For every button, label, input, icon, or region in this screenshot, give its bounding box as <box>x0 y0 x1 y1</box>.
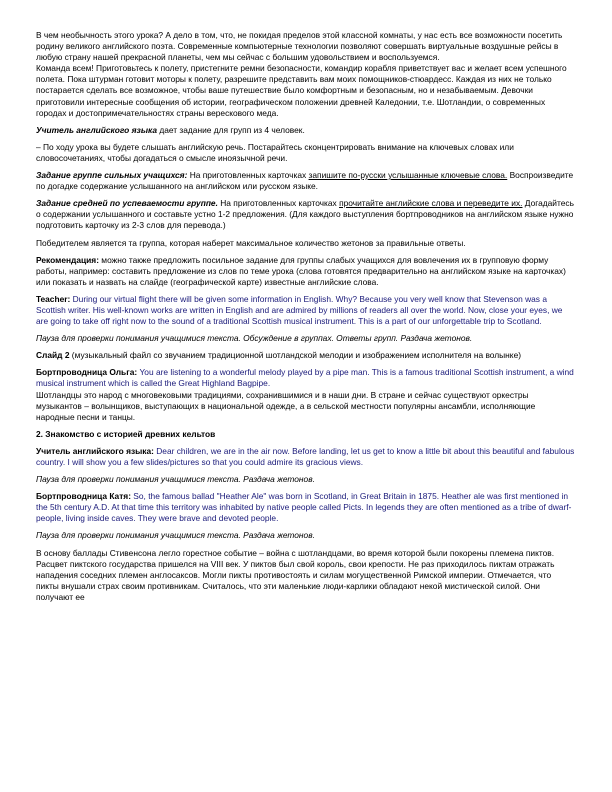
teacher-label-2: Учитель английского языка: <box>36 445 154 456</box>
section-heading-celts: 2. Знакомство с историей древних кельтов <box>36 428 216 439</box>
pause-note-2: Пауза для проверки понимания учащимися текста. Раздача жетонов. <box>36 474 315 485</box>
intro-paragraph: В чем необычность этого урока? А дело в том, что, не покидая пределов этой классной комнаты, у нас есть все возможности посетить родину великого английского поэта. Современные компьютерные технологии позволяют совершать виртуальные воздушные рейсы в любую страну нашей прекрасной планеты, чем мы сейчас с большим удовольствием и воспользуемся. <box>36 30 563 63</box>
middle-group-label: Задание средней по успеваемости группе. <box>36 198 218 209</box>
teacher-task-paragraph: Учитель английского языка дает задание для групп из 4 человек. <box>36 124 305 135</box>
teacher-en-label: Teacher: <box>36 293 71 304</box>
flight-command-paragraph: Команда всем! Приготовьтесь к полету, пристегните ремни безопасности, командир корабля приветствует вас и желает всем успешного полета. Пока штурман готовит моторы к полету, разрешите представить вам моих помощников-стюардесс. Каждая из них не только постарается сделать все возможное, чтобы ваше путешествие было комфортным и безопасным, но и незабываемым. Девочки приготовили интересные сообщения об истории, географическом положении древней Каледонии, т.е. Шотландии, о современных городах и достопримечательностях страны верескового меда. <box>36 63 567 118</box>
katya-label: Бортпроводница Катя: <box>36 491 131 502</box>
slide-2-note: Слайд 2 (музыкальный файл со звучанием традиционной шотландской мелодии и изображением исполнителя на волынке) <box>36 350 522 361</box>
document-body <box>36 30 576 609</box>
olga-paragraph: Бортпроводница Ольга: You are listening to a wonderful melody played by a pipe man. This is a famous traditional Scottish instrument, a wind musical instrument which is called the Great Highland Bagpipe. Шотландцы это народ с многовековыми традициями, сохранившимися и в наши дни. В стране и сейчас существуют оркестры музыкантов – волынщиков, выступающих в национальной одежде, а в сельской местности популярны ансамбли, исполняющие народные песни и танцы. <box>36 367 574 422</box>
recommendation-paragraph: Рекомендация: можно также предложить посильное задание для группы слабых учащихся для вовлечения их в групповую форму работы, например: составить предложение из слов по теме урока (слова готовятся предварительно на английском языке на карточках) или показать и назвать на слайде (географической карте) известные английские слова. <box>36 254 566 287</box>
olga-label: Бортпроводница Ольга: <box>36 367 138 378</box>
teacher-label: Учитель английского языка <box>36 124 157 135</box>
katya-paragraph: Бортпроводница Катя: So, the famous ballad "Heather Ale" was born in Scotland, in Great Britain in 1875. Heather ale was first mentioned in the 5th century A.D. At that time this territory was inhabited by native people called Picts. In legends they are often mentioned as a tribe of dwarf-people, living inside caves. They were brave and devoted people. <box>36 491 572 524</box>
middle-group-task: Задание средней по успеваемости группе. На приготовленных карточках прочитайте английские слова и переведите их. Догадайтесь о содержании услышанного и составьте устно 1-2 предложения. (Для каждого выступления бортпроводников на английском языке нужно подготовить карточку из 2-3 слов для перевода.) <box>36 198 574 231</box>
listening-instruction: – По ходу урока вы будете слышать английскую речь. Постарайтесь сконцентрировать внимание на ключевых словах или словосочетаниях, чтобы догадаться о смысле иноязычной речи. <box>36 141 514 163</box>
recommendation-label: Рекомендация: <box>36 254 99 265</box>
teacher-english-paragraph: Teacher: During our virtual flight there will be given some information in English. Why? Because you very well know that Stevenson was a Scottish writer. His well-known works are written in English and are admired by millions of readers all over the world. Now, close your eyes, we are going to take off right now to the sound of a traditional Scottish musical instrument. This is a part of our unforgettable trip to Scotland. <box>36 293 563 327</box>
teacher-english-paragraph-2: Учитель английского языка: Dear children, we are in the air now. Before landing, let us get to know a little bit about this beautiful and fabulous country. I will show you a few slides/pictures so that you could admire its gracious views. <box>36 445 575 467</box>
strong-group-label: Задание группе сильных учащихся: <box>36 170 188 181</box>
pause-note-3: Пауза для проверки понимания учащимися текста. Раздача жетонов. <box>36 530 315 541</box>
slide-label: Слайд 2 <box>36 350 70 361</box>
ballad-history-paragraph: В основу баллады Стивенсона легло горестное событие – война с шотландцами, во время которой были покорены племена пиктов. Расцвет пиктского государства пришелся на VIII век. У пиктов был свой король, свои крепости. Не раз приходилось пиктам отражать нападения соседних племен англосаксов. Могли пикты противостоять и силам могущественной Римской империи. Отмечается, что пикты внушали страх своим противникам. Считалось, что эти маленькие люди-карлики обладают некой мистической силой. Они получают ее <box>36 547 555 602</box>
pause-note-1: Пауза для проверки понимания учащимися текста. Обсуждение в группах. Ответы групп. Раздача жетонов. <box>36 333 473 344</box>
strong-group-task: Задание группе сильных учащихся: На приготовленных карточках запишите по-русски услышанные ключевые слова. Воспроизведите по догадке содержание услышанного на английском или русском языке. <box>36 170 574 192</box>
winner-rule: Победителем является та группа, которая наберет максимальное количество жетонов за правильные ответы. <box>36 237 466 248</box>
